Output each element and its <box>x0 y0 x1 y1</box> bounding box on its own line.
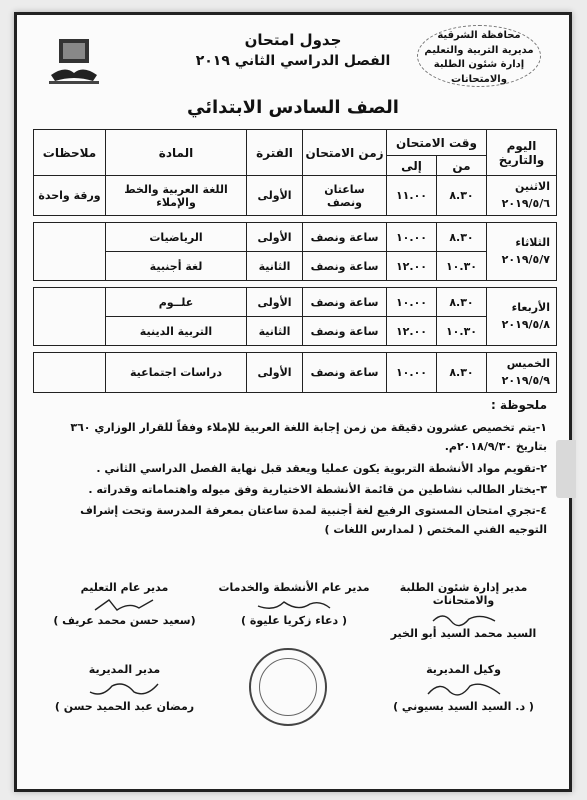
row-spacer <box>34 346 557 353</box>
stamp-line-directorate: مديرية التربية والتعليم <box>424 44 534 56</box>
note-item: ٤-تجري امتحان المستوى الرفيع لغة أجنبية لمدة ساعتان بمعرفة المدرسة وتحت إشراف التوجيه الفني المختص ( لمدارس اللغات ) <box>80 504 547 537</box>
time-to: ١٢.٠٠ <box>387 317 437 346</box>
duration: ساعة ونصف <box>303 252 387 281</box>
note <box>34 353 106 393</box>
signature-name: ( دعاء زكريا عليوة ) <box>240 614 347 627</box>
subject: علــوم <box>106 288 247 317</box>
signature-title: مدير المديرية <box>88 663 161 676</box>
schedule-table <box>33 129 557 393</box>
notes-section <box>41 395 547 540</box>
time-from: ٨.٣٠ <box>437 176 487 216</box>
title-block <box>17 31 569 69</box>
signature-spacer <box>208 663 380 713</box>
signature-title: مدير عام التعليم <box>80 581 169 594</box>
header-notes: ملاحظات <box>34 130 106 176</box>
subject: لغة أجنبية <box>106 252 247 281</box>
note <box>34 288 106 346</box>
period: الثانية <box>247 317 303 346</box>
day-date: ٢٠١٩/٥/٨ <box>501 317 550 331</box>
duration: ساعة ونصف <box>303 223 387 252</box>
note-item: ٣-يختار الطالب نشاطين من قائمة الأنشطة الاختيارية وفق ميوله واهتماماته وقدراته . <box>88 482 547 496</box>
day-name: الثلاثاء <box>515 236 550 249</box>
signature-block <box>380 581 547 640</box>
handwritten-signature-icon <box>84 678 164 700</box>
table-row <box>34 353 557 393</box>
signature-block <box>380 663 547 713</box>
table-row <box>34 252 557 281</box>
duration: ساعة ونصف <box>303 317 387 346</box>
signature-row-1 <box>41 581 547 640</box>
day-date: ٢٠١٩/٥/٩ <box>501 373 550 387</box>
notes-heading: ملحوظة : <box>490 398 547 412</box>
time-from: ١٠.٣٠ <box>437 252 487 281</box>
side-scroll-tab[interactable] <box>556 440 576 498</box>
grade-title: الصف السادس الابتدائي <box>187 97 399 118</box>
signature-row-2 <box>41 663 547 713</box>
stamp-line-governorate: محافظة الشرقية <box>437 30 521 41</box>
subject: دراسات اجتماعية <box>106 353 247 393</box>
signature-title: وكيل المديرية <box>426 663 501 676</box>
handwritten-signature-icon <box>424 678 504 700</box>
day-cell <box>487 223 557 281</box>
table-row <box>34 176 557 216</box>
time-from: ٨.٣٠ <box>437 353 487 393</box>
day-cell <box>487 353 557 393</box>
handwritten-signature-icon <box>254 596 334 614</box>
handwritten-signature-icon <box>89 596 159 614</box>
note <box>34 223 106 281</box>
time-to: ١٠.٠٠ <box>387 223 437 252</box>
time-from: ٨.٣٠ <box>437 288 487 317</box>
stamp-line-administration: إدارة شئون الطلبة والامتحانات <box>433 59 525 85</box>
signature-block <box>211 581 378 640</box>
day-name: الأربعاء <box>511 301 550 314</box>
row-spacer <box>34 281 557 288</box>
exam-schedule-sheet <box>14 12 572 792</box>
signature-name: ( د. السيد السيد بسيوني ) <box>393 700 534 713</box>
day-cell <box>487 288 557 346</box>
day-cell <box>487 176 557 216</box>
handwritten-signature-icon <box>429 609 499 627</box>
header-period: الفترة <box>247 130 303 176</box>
duration: ساعة ونصف <box>303 288 387 317</box>
duration: ساعة ونصف <box>303 353 387 393</box>
period: الأولى <box>247 353 303 393</box>
day-name: الاثنين <box>515 180 550 193</box>
header-duration: زمن الامتحان <box>303 130 387 176</box>
header-to: إلى <box>387 156 437 176</box>
header-exam-time: وقت الامتحان <box>387 130 487 156</box>
time-from: ١٠.٣٠ <box>437 317 487 346</box>
time-from: ٨.٣٠ <box>437 223 487 252</box>
signature-name: السيد محمد السيد أبو الخير <box>390 627 537 640</box>
duration: ساعتان ونصف <box>303 176 387 216</box>
signature-title: مدير عام الأنشطة والخدمات <box>218 581 370 594</box>
time-to: ١١.٠٠ <box>387 176 437 216</box>
term-title: الفصل الدراسي الثاني ٢٠١٩ <box>195 53 391 69</box>
day-date: ٢٠١٩/٥/٦ <box>501 196 550 210</box>
time-to: ١٠.٠٠ <box>387 288 437 317</box>
note: ورقة واحدة <box>34 176 106 216</box>
note-item: ٢-تقويم مواد الأنشطة التربوية يكون عمليا ويعقد قبل نهاية الفصل الدراسي الثاني . <box>96 461 547 475</box>
period: الأولى <box>247 288 303 317</box>
day-date: ٢٠١٩/٥/٧ <box>501 252 550 266</box>
signature-name: (سعيد حسن محمد عريف ) <box>53 614 196 627</box>
time-to: ١٠.٠٠ <box>387 353 437 393</box>
signature-block <box>41 581 208 640</box>
subject: التربية الدينية <box>106 317 247 346</box>
table-row <box>34 317 557 346</box>
signature-name: رمضان عبد الحميد حسن ) <box>54 700 195 713</box>
period: الأولى <box>247 176 303 216</box>
page-title: جدول امتحان <box>244 31 342 49</box>
time-to: ١٢.٠٠ <box>387 252 437 281</box>
header-day: اليوم والتاريخ <box>487 130 557 176</box>
period: الأولى <box>247 223 303 252</box>
header-from: من <box>437 156 487 176</box>
table-row <box>34 223 557 252</box>
day-name: الخميس <box>506 357 550 370</box>
header-subject: المادة <box>106 130 247 176</box>
table-row <box>34 288 557 317</box>
subject: اللغة العربية والخط والإملاء <box>106 176 247 216</box>
period: الثانية <box>247 252 303 281</box>
subject: الرياضيات <box>106 223 247 252</box>
signature-block <box>41 663 208 713</box>
signature-title: مدير إدارة شئون الطلبة والامتحانات <box>399 581 528 607</box>
row-spacer <box>34 216 557 223</box>
note-item: ١-يتم تخصيص عشرون دقيقة من زمن إجابة اللغة العربية للإملاء وفقاً للقرار الوزاري ٣٦٠ بتاريخ ٢٠١٨/٩/٣٠م. <box>70 421 547 454</box>
